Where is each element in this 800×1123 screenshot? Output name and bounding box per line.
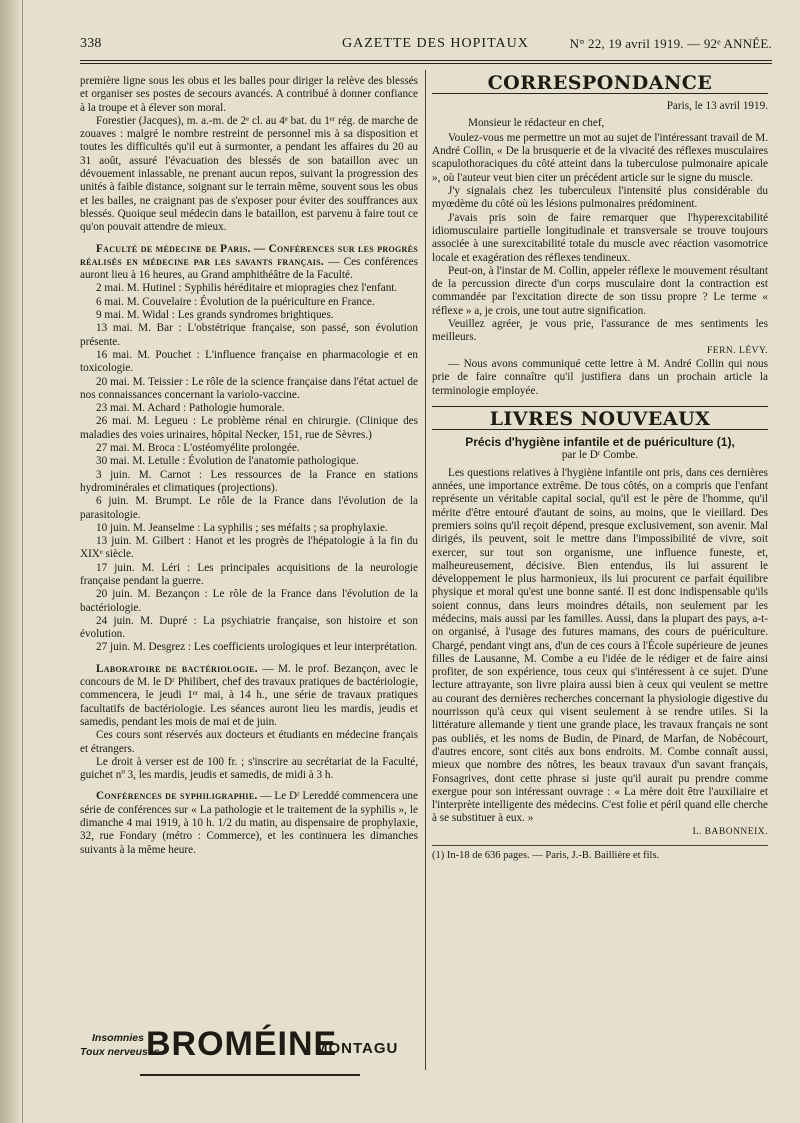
letter-signature: FERN. LÉVY.: [706, 345, 768, 356]
page-binding: [0, 0, 23, 1123]
book-title: Précis d'hygiène infantile et de puériculture (1),: [465, 435, 735, 450]
faculte-heading: Faculté de médecine de Paris. — Conférences sur les progrès réalisés en médecine par les savants français.: [80, 242, 418, 268]
lecture-item: 6 mai. M. Couvelaire : Évolution de la puériculture en France.: [96, 295, 375, 308]
book-review: Les questions relatives à l'hygiène infantile ont pris, dans ces dernières années, une importance extrême. De tous côtés, on a compris que l'enfant représente un véritable capital social, qu'il est le père de l'homme, qu'il mérite d'être entouré d'autant de soins, au moins, que le vieillard. Des premiers soins qu'il reçoit dépend, presque exclusivement, son avenir. Mal dirigés, ils peuvent, soit le mettre dans l'impossibilité de vivre, soit exercer, sur tout son organisme, une influence funeste, et, malheureusement, décisive. Bien entendus, ils lui assurent le développement le plus harmonieux, ils lui procurent ce parfait équilibre physique et moral qu'est une bonne santé. Il est donc indispensable qu'ils soient connus, dans leurs moindres détails, non seulement par les médecins, mais aussi par les familles. Aussi, dans la plupart des pays, a-t-on organisé, à l'usage des futures mamans, des cours de puériculture. Chargé, pendant vingt ans, d'un de ces cours à l'École supérieure de jeunes filles de Lausanne, M. Combe a eu l'idée de le rédiger et de faire ainsi profiter, de son expérience, tous ceux qui s'intéressent à ce sujet. D'une lecture attrayante, son livre plaira aussi bien à ceux qui veulent se mettre au courant des dernières recherches concernant la physiologie digestive du nourrisson qu'à ceux qui visent seulement à se rendre utiles. Si la littérature allemande y tient une grande place, les travaux français ne sont pas oubliés, et les noms de Budin, de Pinard, de Marfan, de Nobécourt, d'autres encore, sont cités aux bons endroits. M. Combe connaît aussi, mieux que nombre des nôtres, les beaux travaux d'un savant français, Fonsagrives, dont cette phrase si juste qu'il aurait pu prendre comme exergue pour son intéressant ouvrage : « La mère doit être l'auxiliaire et l'interprète intelligente des médecins. C'est folie et péril quand elle cherche à se substituer à eux. »: [432, 466, 768, 825]
lecture-item: 13 mai. M. Bar : L'obstétrique française, son passé, son évolution présente.: [80, 322, 418, 348]
faculte-notice: [80, 243, 418, 283]
livres-title: LIVRES NOUVEAUX: [432, 413, 768, 430]
ad-tagline-toux: Toux nerveuses: [80, 1046, 160, 1058]
right-column: [432, 72, 768, 862]
header-rule-double: [80, 63, 772, 64]
ad-maker: MONTAGU: [315, 1040, 399, 1057]
ad-tagline-insomnies: Insomnies: [92, 1032, 144, 1044]
lecture-item: 24 juin. M. Dupré : La psychiatrie française, son histoire et son évolution.: [80, 614, 418, 641]
section-rule: [432, 406, 768, 407]
lecture-item: 2 mai. M. Hutinel : Syphilis héréditaire et miopragies chez l'enfant.: [96, 282, 398, 295]
correspondance-title: CORRESPONDANCE: [432, 77, 768, 94]
lecture-item: 27 juin. M. Desgrez : Les coefficients urologiques et leur interprétation.: [96, 641, 418, 654]
lecture-item: 27 mai. M. Broca : L'ostéomyélite prolongée.: [96, 442, 300, 455]
letter-paragraph: Voulez-vous me permettre un mot au sujet de l'intéressant travail de M. André Collin, « De la brusquerie et de la vivacité des réflexes musculaires scapulothoraciques du côté atteint dans la tuberculose pulmonaire apicale », où l'auteur veut bien citer un précédent article sur le signe du muscle.: [432, 131, 768, 184]
book-footnote: (1) In-18 de 636 pages. — Paris, J.-B. Baillière et fils.: [432, 845, 768, 862]
labo-notice: [80, 663, 418, 729]
bottom-ornament-rule: [140, 1074, 360, 1076]
faculte-text: — Ces conférences auront lieu à 16 heures, au Grand amphithéâtre de la Faculté.: [80, 255, 419, 282]
citation-forestier: Forestier (Jacques), m. a.-m. de 2ᵉ cl. au 4ᵉ bat. du 1ᵉʳ rég. de marche de zouaves : malgré le nombre restreint de personnel mis à sa disposition et toutes les difficultés qu'il eut à surmonter, a pendant les affaires du 20 au 31 août, assuré l'évacuation des blessés de son bataillon avec un dévouement inlassable, ne prenant aucun repos, suivant la progression des unités à faible distance, soignant sur le terrain même, souvent sous les obus et les balles, ne craignant pas de s'exposer pour éviter des souffrances aux blessés. Quoique seul médecin dans le bataillon, est parvenu à faire tout ce qu'on pouvait attendre de mieux.: [80, 114, 418, 234]
left-column: [80, 75, 418, 857]
letter-paragraph: Veuillez agréer, je vous prie, l'assurance de mes sentiments les meilleurs.: [432, 318, 768, 344]
lecture-item: 26 mai. M. Legueu : Le problème rénal en chirurgie. (Clinique des maladies des voies urinaires, hôpital Necker, 151, rue de Sèvres.): [80, 415, 418, 441]
letter-paragraph: J'y signalais chez les tuberculeux l'intensité plus considérable du myœdème du côté où les lésions pulmonaires prédominent.: [432, 185, 768, 211]
letter-paragraph: Peut-on, à l'instar de M. Collin, appeler réflexe le mouvement résultant de la percussion directe d'un corps musculaire dont la contraction est commandée par l'excitation directe de son tissu propre ? Le terme « réflexe » a, je crois, une tout autre signification.: [432, 264, 768, 317]
issue-date: N° 22, 19 avril 1919. — 92ᵉ ANNÉE.: [569, 36, 772, 51]
header-rule: [80, 60, 772, 61]
lecture-item: 3 juin. M. Carnot : Les ressources de la France en stations hydrominérales et climatiques (projections).: [80, 468, 418, 494]
column-divider: [425, 70, 426, 1070]
labo-heading: Laboratoire de bactériologie.: [96, 662, 258, 675]
labo-text: — M. le prof. Bezançon, avec le concours de M. le Dʳ Philibert, chef des travaux pratiques de bactériologie, commencera, le jeudi 1ᵉʳ mai, à 14 h., une série de travaux pratiques facultatifs de bactériologie. Les séances auront lieu les mardis, jeudis et samedis, pendant les mois de mai et de juin.: [80, 662, 418, 728]
page-number: 338: [80, 36, 102, 51]
labo-paragraph: Le droit à verser est de 100 fr. ; s'inscrire au secrétariat de la Faculté, guichet nº 3, les mardis, jeudis et samedis, de midi à 3 h.: [80, 755, 418, 782]
book-author: par le Dʳ Combe.: [561, 449, 639, 462]
lecture-item: 20 juin. M. Bezançon : Le rôle de la France dans l'évolution de la bactériologie.: [80, 588, 418, 614]
lecture-item: 20 mai. M. Teissier : Le rôle de la science française dans l'état actuel de nos connaissances concernant la variolo-vaccine.: [80, 375, 418, 401]
letter-salutation: Monsieur le rédacteur en chef,: [468, 116, 605, 129]
lecture-item: 6 juin. M. Brumpt. Le rôle de la France dans l'évolution de la parasitologie.: [80, 495, 418, 521]
labo-paragraph: Ces cours sont réservés aux docteurs et étudiants en médecine français et étrangers.: [80, 729, 418, 755]
review-signature: L. BABONNEIX.: [692, 826, 768, 837]
lecture-item: 23 mai. M. Achard : Pathologie humorale.: [96, 402, 285, 415]
journal-title: GAZETTE DES HOPITAUX: [342, 36, 529, 51]
syph-notice: [80, 790, 418, 856]
lecture-item: 30 mai. M. Letulle : Évolution de l'anatomie pathologique.: [96, 455, 359, 468]
page-header: [80, 36, 772, 56]
lecture-item: 13 juin. M. Gilbert : Hanot et les progrès de l'hépatologie à la fin du XIXᵉ siècle.: [80, 535, 418, 561]
advertisement: [80, 1024, 418, 1068]
syph-heading: Conférences de syphiligraphie.: [96, 790, 258, 803]
letter-dateline: Paris, le 13 avril 1919.: [666, 100, 768, 113]
lecture-item: 17 juin. M. Léri : Les principales acquisitions de la neurologie française pendant la guerre.: [80, 561, 418, 587]
editor-note: — Nous avons communiqué cette lettre à M. André Collin qui nous prie de faire connaître qu'il justifiera dans un prochain article la terminologie employée.: [432, 357, 768, 397]
letter-paragraph: J'avais pris soin de faire remarquer que l'hyperexcitabilité idiomusculaire partielle longitudinale et transversale se trouve toujours associée à une surexcitabilité totale du muscle avec réaction vasomotrice locale et exagération des réflexes tendineux.: [432, 211, 768, 264]
lecture-item: 9 mai. M. Widal : Les grands syndromes brightiques.: [96, 309, 334, 322]
citation-continuation: première ligne sous les obus et les balles pour diriger la relève des blessés et organiser ses postes de secours avancés. A contribué à donner confiance à la troupe et à élever son moral.: [80, 75, 418, 114]
lecture-item: 16 mai. M. Pouchet : L'influence française en pharmacologie et en toxicologie.: [80, 348, 418, 375]
ad-brand: BROMÉINE: [146, 1025, 338, 1063]
lecture-item: 10 juin. M. Jeanselme : La syphilis ; ses méfaits ; sa prophylaxie.: [96, 521, 388, 534]
syph-text: — Le Dʳ Lereddé commencera une série de conférences sur « La pathologie et le traitement de la syphilis », le dimanche 4 mai 1919, à 10 h. 1/2 du matin, au dispensaire de prophylaxie, 32, rue Fondary (métro : Commerce), et les continuera les dimanches suivants à la même heure.: [80, 790, 418, 856]
